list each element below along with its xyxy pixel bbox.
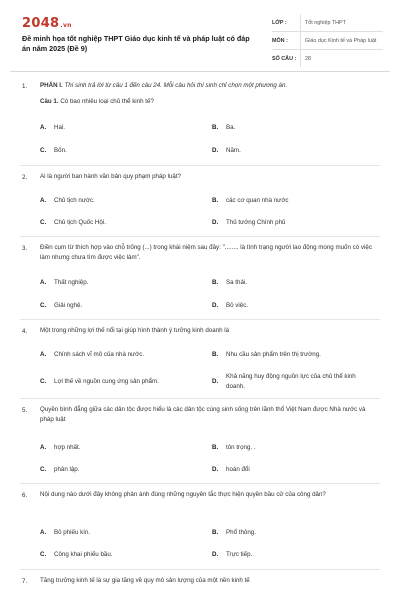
option-letter: B. xyxy=(212,279,219,286)
answer-option-b[interactable] xyxy=(212,278,247,288)
option-text: Khả năng huy động nguồn lực của chủ thể kinh doanh. xyxy=(226,373,356,390)
answer-option-c[interactable] xyxy=(40,301,82,311)
option-text: Chủ tịch nước. xyxy=(54,197,95,204)
answer-option-c[interactable] xyxy=(40,146,67,156)
logo-text: 2048 xyxy=(22,16,60,31)
option-text: Trực tiếp. xyxy=(226,551,253,558)
option-letter: D. xyxy=(212,378,219,385)
option-letter: C. xyxy=(40,302,47,309)
option-text: hoán đổi xyxy=(226,466,250,473)
option-text: tôn trọng. . xyxy=(226,444,256,451)
option-letter: B. xyxy=(212,444,219,451)
option-letter: B. xyxy=(212,529,219,536)
option-text: Chủ tịch Quốc Hội. xyxy=(54,219,106,226)
meta-key: LỚP : xyxy=(272,19,287,26)
option-letter: A. xyxy=(40,124,47,131)
option-letter: A. xyxy=(40,279,47,286)
option-letter: A. xyxy=(40,444,47,451)
option-text: hợp nhất. xyxy=(54,444,81,451)
question-text: Tăng trưởng kinh tế là sự gia tăng về quy mô sản lượng của một nền kinh tế xyxy=(40,577,250,584)
answer-option-b[interactable] xyxy=(212,528,256,538)
option-letter: D. xyxy=(212,551,219,558)
answer-option-a[interactable] xyxy=(40,443,80,453)
question-body: Có bao nhiêu loại chủ thể kinh tế? xyxy=(60,98,154,105)
answer-option-a[interactable] xyxy=(40,528,90,538)
option-text: Công khai phiếu bầu. xyxy=(54,551,113,558)
meta-key: SỐ CÂU : xyxy=(272,55,297,62)
option-text: Thủ tướng Chính phủ xyxy=(226,219,286,226)
answer-option-b[interactable] xyxy=(212,123,235,133)
option-text: Giải nghệ. xyxy=(54,302,83,309)
answer-option-c[interactable] xyxy=(40,465,79,475)
option-letter: C. xyxy=(40,219,47,226)
question-number: 5. xyxy=(22,407,28,414)
part-title: PHẦN I. xyxy=(40,82,63,89)
option-text: phân lập. xyxy=(54,466,80,473)
question-text: Điền cụm từ thích hợp vào chỗ trống (...) trong khái niệm sau đây: "........ là tình trạng người lao động mong muốn có việc làm nhưng chưa tìm được việc làm". xyxy=(40,244,372,261)
question-number: 3. xyxy=(22,245,28,252)
answer-option-d[interactable] xyxy=(212,301,248,311)
document-title: Đề minh họa tốt nghiệp THPT Giáo dục kinh tế và pháp luật có đáp án năm 2025 (Đề 9) xyxy=(22,34,250,53)
option-text: Bỏ việc. xyxy=(226,302,249,309)
answer-option-c[interactable] xyxy=(40,550,112,560)
option-letter: D. xyxy=(212,219,219,226)
answer-option-d[interactable] xyxy=(212,146,241,156)
option-text: Hai. xyxy=(54,124,66,131)
meta-value: Giáo dục Kinh tế và Pháp luật xyxy=(300,32,376,49)
option-letter: B. xyxy=(212,124,219,131)
option-text: Phổ thông. xyxy=(226,529,256,536)
option-text: Sa thải. xyxy=(226,279,247,286)
option-text: các cơ quan nhà nước xyxy=(226,197,289,204)
option-text: Bốn. xyxy=(54,147,67,154)
answer-option-a[interactable] xyxy=(40,350,144,360)
option-letter: D. xyxy=(212,466,219,473)
question-number: 7. xyxy=(22,578,28,585)
option-letter: D. xyxy=(212,302,219,309)
option-text: Nhu cầu sản phẩm trên thị trường. xyxy=(226,351,321,358)
answer-option-b[interactable] xyxy=(212,196,288,206)
answer-option-c[interactable] xyxy=(40,377,159,387)
question-label: Câu 1. xyxy=(40,98,59,105)
option-text: Năm. xyxy=(226,147,241,154)
option-letter: B. xyxy=(212,351,219,358)
question-divider xyxy=(20,483,380,484)
question-number: 2. xyxy=(22,174,28,181)
option-letter: D. xyxy=(212,147,219,154)
question-text: Một trong những lợi thế nổi tại giúp hình thành ý tưởng kinh doanh là xyxy=(40,327,230,334)
option-letter: A. xyxy=(40,351,47,358)
answer-option-d[interactable] xyxy=(212,372,380,392)
option-text: Thất nghiệp. xyxy=(54,279,89,286)
answer-option-b[interactable] xyxy=(212,350,321,360)
meta-key: MÔN : xyxy=(272,37,288,44)
option-text: Chính sách vĩ mô của nhà nước. xyxy=(54,351,145,358)
question-divider xyxy=(20,236,380,237)
question-divider xyxy=(20,165,380,166)
meta-value: 28 xyxy=(300,50,311,67)
question-number: 6. xyxy=(22,492,28,499)
answer-option-b[interactable] xyxy=(212,443,256,453)
question-number: 4. xyxy=(22,328,28,335)
question-text: Ai là người ban hành văn bản quy phạm pháp luật? xyxy=(40,173,181,180)
question-number: 1. xyxy=(22,83,28,90)
option-letter: C. xyxy=(40,551,47,558)
option-text: Ba. xyxy=(226,124,236,131)
question-divider xyxy=(20,319,380,320)
option-letter: C. xyxy=(40,147,47,154)
question-divider xyxy=(20,398,380,399)
option-letter: B. xyxy=(212,197,219,204)
option-letter: A. xyxy=(40,197,47,204)
part-description: Thí sinh trả lời từ câu 1 đến câu 24. Mỗi câu hỏi thí sinh chỉ chọn một phương án. xyxy=(64,82,288,89)
option-letter: C. xyxy=(40,466,47,473)
answer-option-a[interactable] xyxy=(40,123,65,133)
option-text: Lợi thế về nguồn cung ứng sản phẩm. xyxy=(54,378,159,385)
question-text: Quyền bình đẳng giữa các dân tộc được hiểu là các dân tộc cùng sinh sống trên lãnh thổ Việt Nam được Nhà nước và pháp luật xyxy=(40,406,366,423)
question-text: Nội dung nào dưới đây không phản ánh đúng những nguyên tắc thực hiện quyền bầu cử của công dân? xyxy=(40,491,326,498)
option-text: Bỏ phiếu kín. xyxy=(54,529,91,536)
part-heading xyxy=(40,81,380,91)
answer-option-d[interactable] xyxy=(212,465,250,475)
option-letter: A. xyxy=(40,529,47,536)
logo-suffix: .vn xyxy=(60,22,72,29)
answer-option-a[interactable] xyxy=(40,196,95,206)
meta-value: Tốt nghiệp THPT xyxy=(300,14,346,31)
option-letter: C. xyxy=(40,378,47,385)
answer-option-a[interactable] xyxy=(40,278,88,288)
answer-option-d[interactable] xyxy=(212,550,252,560)
question-divider xyxy=(20,569,380,570)
question-text xyxy=(40,97,380,107)
answer-option-c[interactable] xyxy=(40,218,106,228)
answer-option-d[interactable] xyxy=(212,218,285,228)
